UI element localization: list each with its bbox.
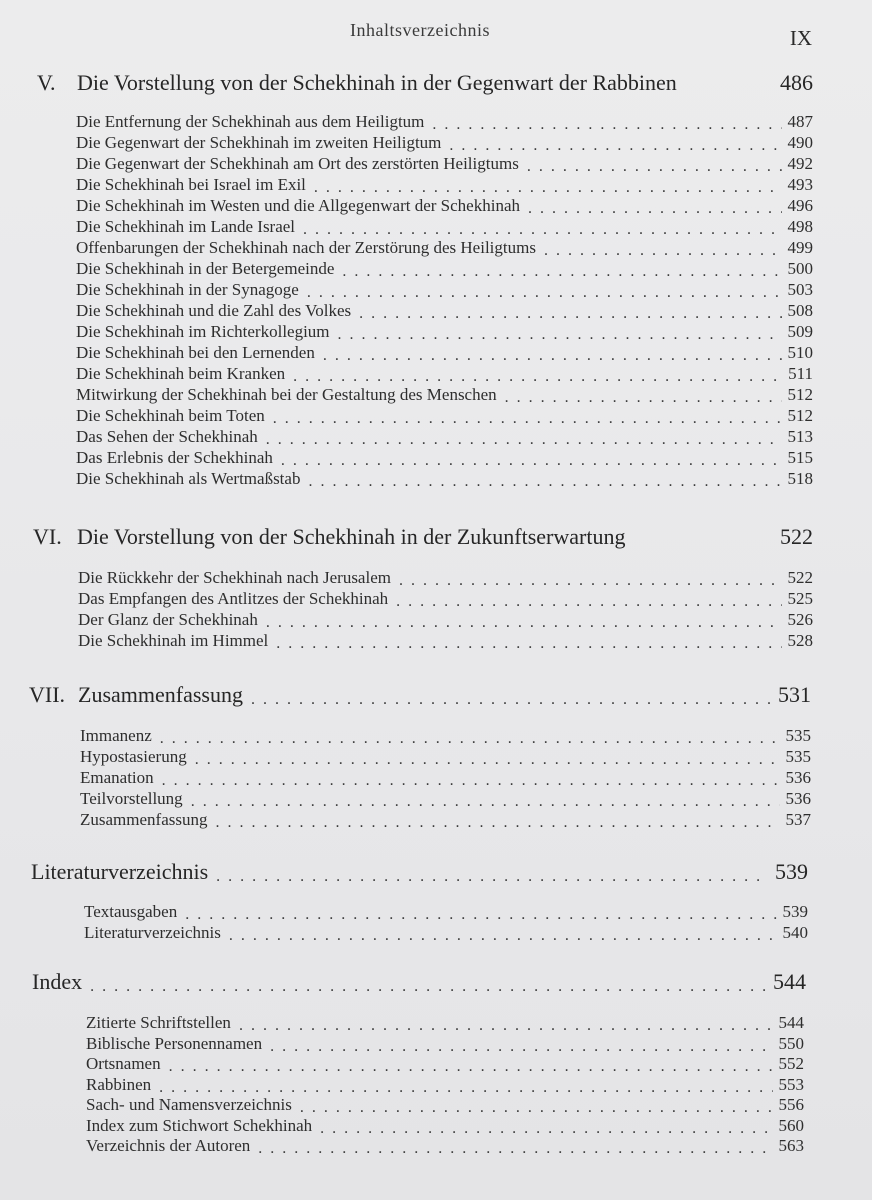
dot-leader: [273, 410, 782, 428]
toc-entry-row[interactable]: [84, 902, 808, 922]
toc-entry-row[interactable]: [80, 789, 811, 809]
entry-page-number: 512: [787, 406, 813, 425]
dot-leader: [229, 927, 777, 945]
dot-leader: [320, 1120, 772, 1138]
entry-title[interactable]: Die Gegenwart der Schekhinah im zweiten Heiligtum: [76, 133, 442, 152]
entry-title[interactable]: Ortsnamen: [86, 1054, 161, 1073]
chapter-page-number: 486: [780, 70, 813, 95]
entry-title[interactable]: Die Schekhinah im Himmel: [78, 631, 269, 650]
entry-page-number: 553: [778, 1074, 804, 1094]
toc-entry-row[interactable]: [86, 1034, 804, 1054]
entry-title[interactable]: Teilvorstellung: [80, 789, 183, 808]
entry-page-number: 552: [778, 1054, 804, 1073]
entry-page-number: 498: [787, 217, 813, 236]
entry-title[interactable]: Das Empfangen des Antlitzes der Schekhinah: [78, 589, 389, 608]
toc-entry-row[interactable]: [76, 154, 813, 174]
entry-page-number: 492: [787, 154, 813, 173]
entry-title[interactable]: Mitwirkung der Schekhinah bei der Gestaltung des Menschen: [76, 385, 497, 404]
entry-page-number: 535: [785, 747, 811, 766]
dot-leader: [216, 868, 769, 886]
entry-title[interactable]: Emanation: [80, 768, 154, 787]
entry-title[interactable]: Rabbinen: [86, 1074, 152, 1094]
entry-title[interactable]: Das Sehen der Schekhinah: [76, 427, 258, 446]
entry-title[interactable]: Die Schekhinah beim Kranken: [76, 364, 286, 383]
dot-leader: [169, 1058, 773, 1076]
chapter-title[interactable]: Die Vorstellung von der Schekhinah in der Gegenwart der Rabbinen: [77, 70, 677, 95]
dot-leader: [308, 473, 781, 491]
entry-title[interactable]: Die Schekhinah in der Synagoge: [76, 280, 299, 299]
toc-entry-row[interactable]: [80, 726, 811, 746]
toc-entry-row[interactable]: [80, 747, 811, 767]
entry-page-number: 525: [787, 589, 813, 608]
entry-page-number: 515: [787, 448, 813, 467]
dot-leader: [90, 978, 767, 996]
toc-entry-row[interactable]: [78, 589, 813, 609]
toc-chapter-row[interactable]: [37, 70, 813, 96]
dot-leader: [303, 221, 781, 239]
entry-page-number: 512: [787, 385, 813, 404]
toc-entry-row[interactable]: [80, 810, 811, 830]
entry-title[interactable]: Index zum Stichwort Schekhinah: [86, 1115, 313, 1135]
toc-entry-row[interactable]: [76, 406, 813, 426]
dot-leader: [276, 635, 781, 653]
entry-title[interactable]: Zitierte Schriftstellen: [86, 1013, 231, 1032]
entry-page-number: 560: [778, 1115, 804, 1135]
entry-title[interactable]: Das Erlebnis der Schekhinah: [76, 448, 273, 467]
entry-title[interactable]: Die Entfernung der Schekhinah aus dem Heiligtum: [76, 112, 425, 131]
toc-entry-row[interactable]: [76, 322, 813, 342]
entry-page-number: 493: [787, 175, 813, 194]
entry-page-number: 522: [787, 568, 813, 587]
running-header-title: Inhaltsverzeichnis: [350, 20, 490, 40]
entry-page-number: 544: [778, 1013, 804, 1032]
dot-leader: [159, 1079, 772, 1097]
chapter-title[interactable]: Die Vorstellung von der Schekhinah in der Zukunftserwartung: [77, 524, 626, 549]
toc-entry-row[interactable]: [76, 448, 813, 468]
entry-page-number: 499: [787, 238, 813, 257]
toc-entry-row[interactable]: [86, 1075, 804, 1095]
dot-leader: [162, 772, 780, 790]
toc-entry-row[interactable]: [76, 280, 813, 300]
toc-entry-row[interactable]: [76, 469, 813, 489]
entry-title[interactable]: Die Schekhinah im Lande Israel: [76, 217, 296, 236]
toc-entry-row[interactable]: [86, 1136, 804, 1156]
dot-leader: [300, 1099, 773, 1117]
entry-page-number: 539: [782, 902, 808, 921]
entry-page-number: 513: [787, 427, 813, 446]
dot-leader: [215, 814, 779, 832]
chapter-title[interactable]: Index: [32, 969, 83, 994]
entry-page-number: 528: [787, 631, 813, 650]
chapter-title[interactable]: Literaturverzeichnis: [31, 859, 209, 884]
entry-title[interactable]: Die Schekhinah im Richterkollegium: [76, 322, 330, 341]
toc-entry-row[interactable]: [76, 196, 813, 216]
entry-title[interactable]: Biblische Personennamen: [86, 1033, 263, 1053]
dot-leader: [239, 1017, 773, 1035]
entry-page-number: 490: [787, 133, 813, 152]
toc-entry-row[interactable]: [86, 1116, 804, 1136]
chapter-numeral: VI.: [33, 524, 62, 549]
dot-leader: [307, 284, 782, 302]
entry-page-number: 550: [778, 1033, 804, 1053]
dot-leader: [323, 347, 782, 365]
chapter-page-number: 522: [780, 524, 813, 549]
running-header-page-number: IX: [789, 26, 812, 50]
entry-page-number: 556: [778, 1095, 804, 1114]
toc-entry-row[interactable]: [76, 385, 813, 405]
chapter-numeral: VII.: [29, 682, 66, 707]
entry-page-number: 509: [787, 322, 813, 341]
entry-title[interactable]: Die Schekhinah bei den Lernenden: [76, 343, 315, 362]
entry-title[interactable]: Textausgaben: [84, 902, 178, 921]
entry-page-number: 526: [787, 610, 813, 629]
entry-page-number: 496: [787, 196, 813, 215]
dot-leader: [293, 368, 782, 386]
dot-leader: [266, 431, 782, 449]
entry-title[interactable]: Die Rückkehr der Schekhinah nach Jerusalem: [78, 568, 391, 587]
toc-entry-row[interactable]: [80, 768, 811, 788]
dot-leader: [185, 906, 776, 924]
dot-leader: [160, 730, 780, 748]
entry-title[interactable]: Zusammenfassung: [80, 810, 208, 829]
entry-page-number: 508: [787, 301, 813, 320]
toc-entry-row[interactable]: [76, 175, 813, 195]
toc-chapter-row[interactable]: [29, 682, 811, 708]
entry-title[interactable]: Literaturverzeichnis: [84, 923, 221, 942]
toc-entry-row[interactable]: [76, 133, 813, 153]
dot-leader: [449, 137, 781, 155]
entry-title[interactable]: Die Schekhinah und die Zahl des Volkes: [76, 301, 352, 320]
toc-entry-row[interactable]: [78, 610, 813, 630]
dot-leader: [266, 614, 782, 632]
entry-page-number: 540: [782, 923, 808, 942]
entry-page-number: 510: [787, 343, 813, 362]
toc-chapter-row[interactable]: [33, 524, 813, 550]
entry-title[interactable]: Die Gegenwart der Schekhinah am Ort des zerstörten Heiligtums: [76, 154, 519, 173]
chapter-page-number: 544: [773, 969, 806, 994]
dot-leader: [258, 1140, 772, 1158]
toc-entry-row[interactable]: [78, 631, 813, 651]
entry-title[interactable]: Immanenz: [80, 726, 152, 745]
entry-page-number: 487: [787, 112, 813, 131]
entry-title[interactable]: Die Schekhinah in der Betergemeinde: [76, 259, 335, 278]
dot-leader: [527, 158, 782, 176]
toc-entry-row[interactable]: [76, 238, 813, 258]
entry-title[interactable]: Sach- und Namensverzeichnis: [86, 1095, 292, 1114]
entry-title[interactable]: Die Schekhinah bei Israel im Exil: [76, 175, 306, 194]
dot-leader: [505, 389, 782, 407]
toc-entry-row[interactable]: [76, 364, 813, 384]
toc-entry-row[interactable]: [76, 259, 813, 279]
chapter-title[interactable]: Zusammenfassung: [78, 682, 243, 707]
entry-page-number: 536: [785, 789, 811, 808]
entry-page-number: 535: [785, 726, 811, 745]
toc-entry-row[interactable]: [76, 217, 813, 237]
entry-title[interactable]: Offenbarungen der Schekhinah nach der Zerstörung des Heiligtums: [76, 238, 536, 257]
dot-leader: [195, 751, 780, 769]
entry-page-number: 511: [788, 364, 813, 383]
dot-leader: [342, 263, 781, 281]
dot-leader: [281, 452, 782, 470]
toc-entry-row[interactable]: [76, 112, 813, 132]
dot-leader: [544, 242, 782, 260]
toc-entry-row[interactable]: [78, 568, 813, 588]
chapter-numeral: V.: [37, 70, 56, 95]
toc-chapter-row[interactable]: [32, 969, 806, 995]
entry-title[interactable]: Verzeichnis der Autoren: [86, 1136, 251, 1155]
toc-entry-row[interactable]: [76, 343, 813, 363]
dot-leader: [528, 200, 782, 218]
dot-leader: [359, 305, 781, 323]
entry-page-number: 536: [785, 768, 811, 787]
entry-page-number: 563: [778, 1136, 804, 1155]
toc-entry-row[interactable]: [76, 427, 813, 447]
dot-leader: [338, 326, 782, 344]
toc-entry-row[interactable]: [84, 923, 808, 943]
toc-entry-row[interactable]: [86, 1095, 804, 1115]
dot-leader: [270, 1038, 772, 1056]
toc-chapter-row[interactable]: [31, 859, 808, 885]
entry-page-number: 503: [787, 280, 813, 299]
dot-leader: [191, 793, 780, 811]
dot-leader: [314, 179, 782, 197]
dot-leader: [399, 572, 782, 590]
entry-title[interactable]: Die Schekhinah beim Toten: [76, 406, 265, 425]
entry-title[interactable]: Hypostasierung: [80, 747, 187, 766]
entry-title[interactable]: Die Schekhinah als Wertmaßstab: [76, 469, 301, 488]
toc-entry-row[interactable]: [86, 1013, 804, 1033]
dot-leader: [432, 116, 781, 134]
toc-entry-row[interactable]: [76, 301, 813, 321]
toc-entry-row[interactable]: [86, 1054, 804, 1074]
dot-leader: [396, 593, 781, 611]
entry-title[interactable]: Der Glanz der Schekhinah: [78, 610, 258, 629]
entry-title[interactable]: Die Schekhinah im Westen und die Allgegenwart der Schekhinah: [76, 196, 520, 215]
chapter-page-number: 539: [775, 859, 808, 884]
dot-leader: [251, 691, 772, 709]
entry-page-number: 518: [787, 469, 813, 488]
entry-page-number: 537: [785, 810, 811, 829]
chapter-page-number: 531: [778, 682, 811, 707]
entry-page-number: 500: [787, 259, 813, 278]
